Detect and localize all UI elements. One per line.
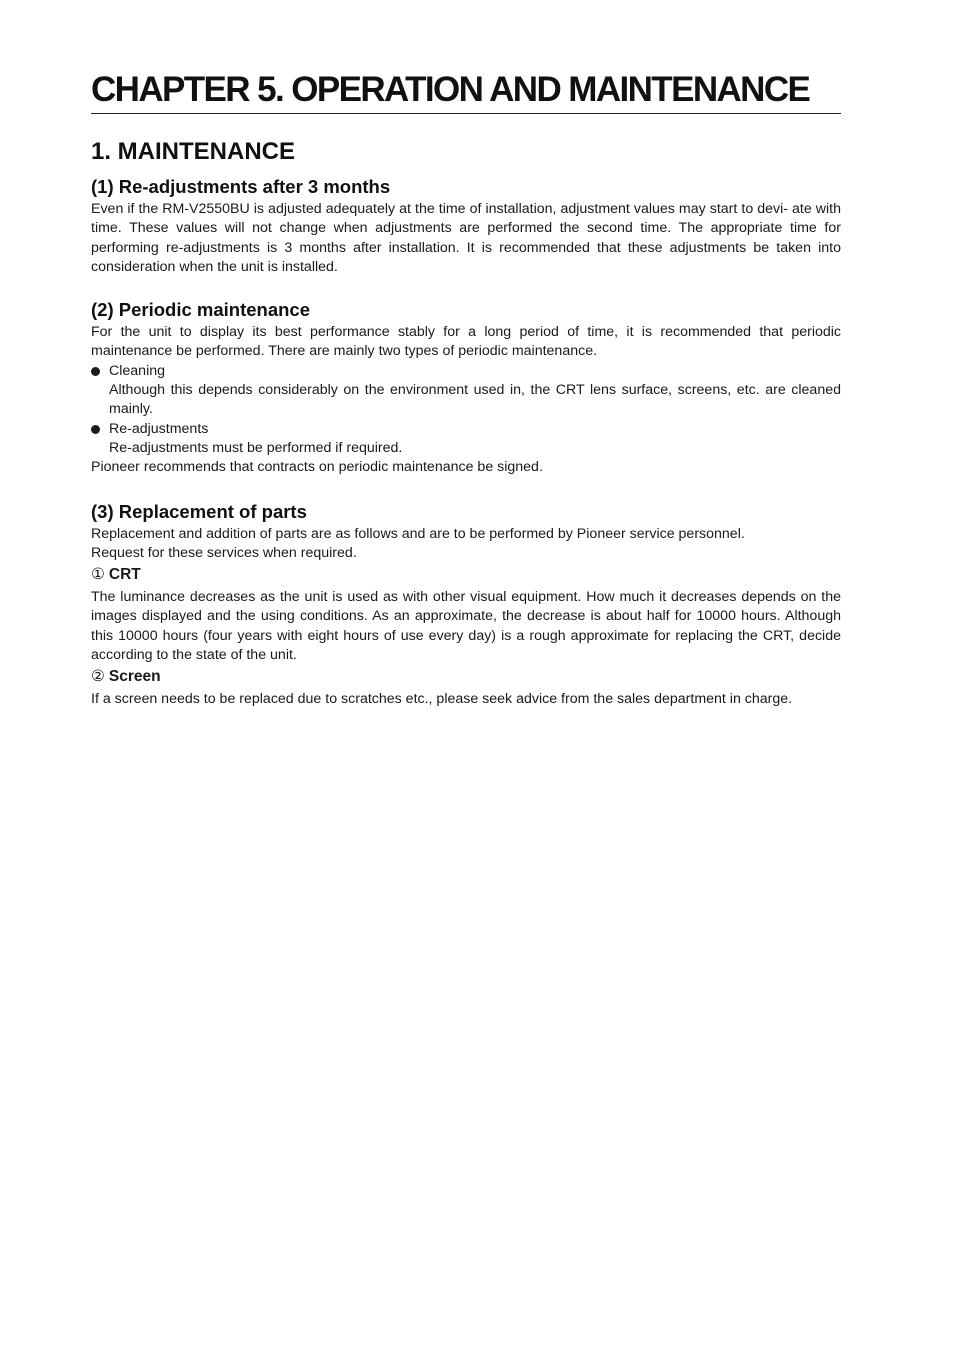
periodic-closing-paragraph: Pioneer recommends that contracts on periodic maintenance be signed. <box>91 459 543 476</box>
subsection-title: (2) Periodic maintenance <box>91 299 310 321</box>
bullet-icon <box>91 367 100 376</box>
bullet-label: Re-adjustments <box>109 420 209 437</box>
parts-item-heading <box>91 667 841 687</box>
section-title: 1. MAINTENANCE <box>91 138 296 165</box>
replacement-intro-line: Replacement and addition of parts are as follows and are to be performed by Pioneer service personnel. <box>91 525 745 542</box>
parts-item-label: CRT <box>108 566 141 584</box>
bullet-description: Although this depends considerably on the environment used in, the CRT lens surface, screens, etc. are cleaned mainly. <box>109 382 841 418</box>
manual-page <box>91 0 841 710</box>
circled-number-icon: ① <box>91 566 105 584</box>
readjustments-paragraph: Even if the RM-V2550BU is adjusted adequately at the time of installation, adjustment values may start to devi- ate with time. These values will not change when adjustments are performed the second time. The appropriate time for performing re-adjustments is 3 months after installation. It is recommended that these adjustments be taken into consideration when the unit is installed. <box>91 201 841 275</box>
chapter-title: CHAPTER 5. OPERATION AND MAINTENANCE <box>91 0 841 114</box>
bullet-item <box>91 362 841 381</box>
bullet-icon <box>91 425 100 434</box>
parts-item-heading <box>91 565 841 585</box>
parts-item-paragraph: The luminance decreases as the unit is used as with other visual equipment. How much it decreases depends on the images displayed and the using conditions. As an approximate, the decrease is about half for 10000 hours. Although this 10000 hours (four years with eight hours of use every day) is a rough approximate for replacing the CRT, decide according to the state of the unit. <box>91 589 841 664</box>
circled-number-icon: ② <box>91 668 105 686</box>
bullet-item <box>91 420 841 439</box>
parts-item-paragraph: If a screen needs to be replaced due to scratches etc., please seek advice from the sales department in charge. <box>91 691 793 708</box>
subsection-title: (1) Re-adjustments after 3 months <box>91 176 391 197</box>
bullet-label: Cleaning <box>109 362 166 379</box>
subsection-title: (3) Replacement of parts <box>91 500 307 522</box>
parts-item-label: Screen <box>108 668 161 686</box>
bullet-description: Re-adjustments must be performed if required. <box>109 439 403 456</box>
subsection-replacement-of-parts <box>91 499 841 710</box>
periodic-intro-paragraph: For the unit to display its best performance stably for a long period of time, it is recommended that periodic maintenance be performed. There are mainly two types of periodic maintenance. <box>91 324 841 360</box>
replacement-intro-line: Request for these services when required. <box>91 544 357 561</box>
subsection-periodic-maintenance <box>91 297 841 477</box>
subsection-readjustments <box>91 174 841 277</box>
